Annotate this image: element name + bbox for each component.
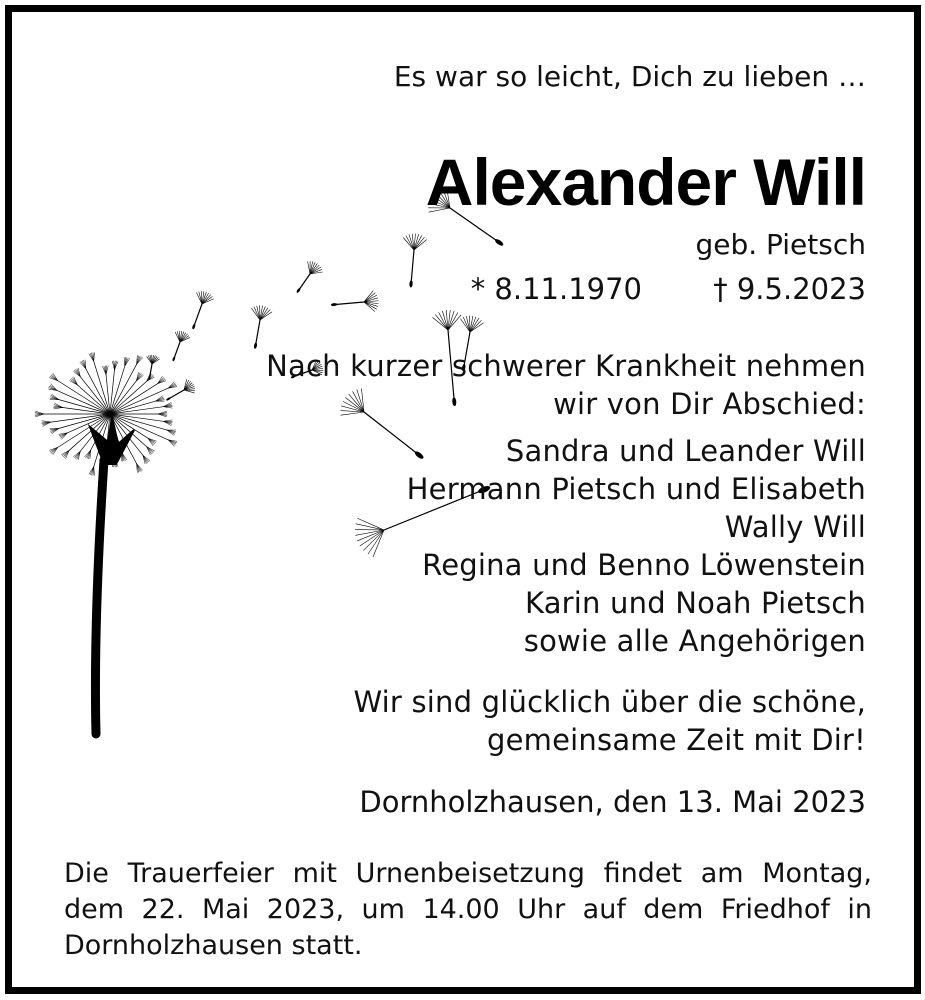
mourner-name: sowie alle Angehörigen [523,624,866,658]
mourner-name: Regina und Benno Löwenstein [422,548,866,582]
mourners-list [407,432,866,660]
mourner-name: Karin und Noah Pietsch [524,586,866,620]
place-date: Dornholzhausen, den 13. Mai 2023 [359,785,866,819]
deceased-name: Alexander Will [425,145,866,219]
intro-text [266,347,866,423]
funeral-service-text: Die Trauerfeier mit Urnenbeisetzung findet am Montag, dem 22. Mai 2023, um 14.00 Uhr auf dem Friedhof in Dornholzhausen statt. [64,858,872,961]
mourner-name: Sandra und Leander Will [505,434,866,468]
motto-text: Es war so leicht, Dich zu lieben … [393,60,866,93]
birth-date: * 8.11.1970 [470,272,642,306]
mourner-name: Hermann Pietsch und Elisabeth [406,472,866,506]
closing-line: gemeinsame Zeit mit Dir! [487,723,866,757]
maiden-name: geb. Pietsch [695,228,866,261]
closing-line: Wir sind glücklich über die schöne, [353,685,866,719]
closing-text [353,683,866,759]
intro-line: Nach kurzer schwerer Krankheit nehmen [266,349,866,383]
obituary-notice [5,5,921,994]
mourner-name: Wally Will [724,510,866,544]
death-date: † 9.5.2023 [713,272,866,306]
intro-line: wir von Dir Abschied: [553,387,866,421]
